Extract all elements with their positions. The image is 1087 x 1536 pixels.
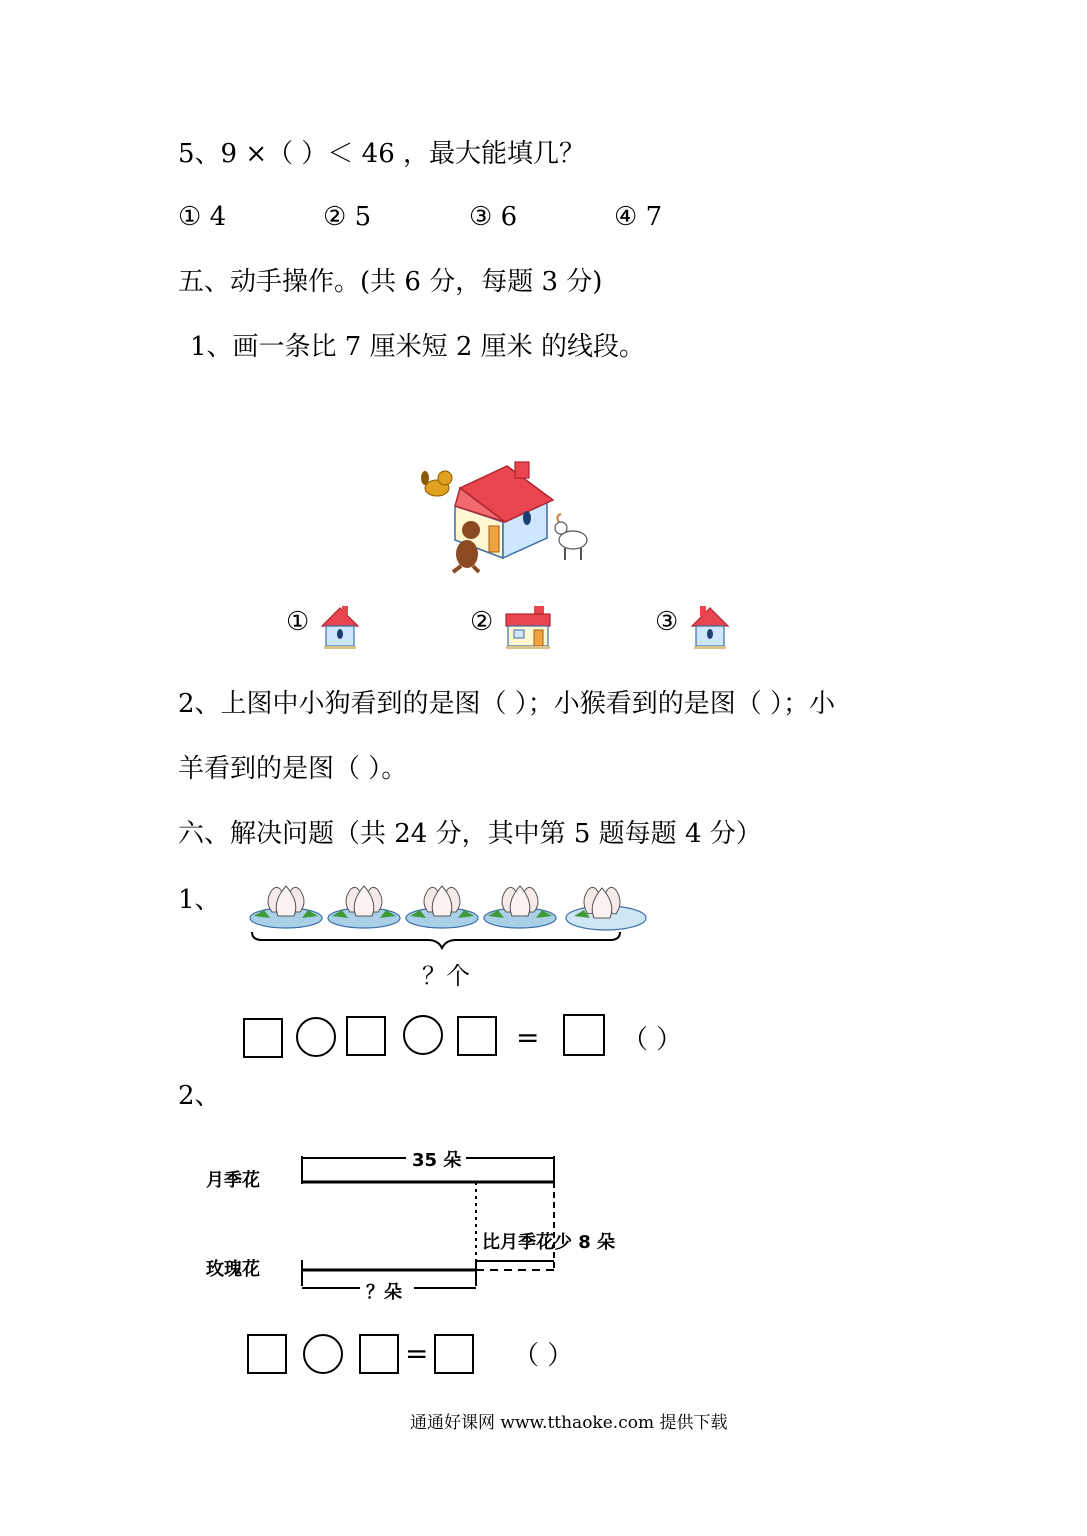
house-view-2-icon [504, 604, 552, 650]
p2-row1-label: 月季花 [206, 1170, 260, 1191]
p2-line-diagram [296, 1150, 566, 1300]
house-view-3-icon [690, 604, 730, 650]
p1-result-box[interactable] [563, 1014, 605, 1056]
p2-unknown-value: ？朵 [366, 1282, 402, 1303]
p2-diff-text: 比月季花少 8 朵 [482, 1232, 616, 1253]
p1-brace-label: ？个 [422, 962, 470, 990]
q5-option-2: ② 5 [323, 202, 372, 232]
q5-option-4: ④ 7 [614, 202, 663, 232]
section5-q2-line2: 羊看到的是图（ ）。 [178, 754, 408, 784]
p1-label: 1、 [178, 885, 221, 915]
p1-operator-circle-1[interactable] [296, 1017, 336, 1057]
p2-equals-sign: = [405, 1337, 429, 1370]
house-view-1-icon [320, 604, 360, 650]
q5-option-3: ③ 6 [469, 202, 518, 232]
section5-q1: 1、画一条比 7 厘米短 2 厘米 的线段。 [190, 332, 645, 362]
p2-unit-paren: （ ） [513, 1341, 574, 1371]
p1-operator-circle-2[interactable] [403, 1015, 443, 1055]
q5-text: 5、9 ×（ ）＜ 46 ，最大能填几？ [178, 139, 586, 169]
p1-equals-sign: = [516, 1021, 540, 1054]
p2-result-box[interactable] [434, 1334, 474, 1374]
p2-answer-box-2[interactable] [359, 1334, 399, 1374]
p2-top-value: 35 朵 [412, 1150, 462, 1171]
peach-plates-illustration [248, 876, 648, 946]
page-footer: 通通好课网 www.tthaoke.com 提供下载 [410, 1413, 728, 1433]
p2-answer-box-1[interactable] [247, 1334, 287, 1374]
q5-option-1: ① 4 [178, 202, 227, 232]
p1-unit-paren: （ ） [622, 1025, 683, 1055]
section6-title: 六、解决问题（共 24 分，其中第 5 题每题 4 分） [178, 819, 762, 849]
p1-answer-box-3[interactable] [457, 1016, 497, 1056]
p2-row2-label: 玫瑰花 [206, 1259, 260, 1280]
p1-answer-box-2[interactable] [346, 1016, 386, 1056]
house-option-2-label: ② [470, 607, 494, 637]
house-option-1-label: ① [286, 607, 310, 637]
house-scene-illustration [415, 458, 595, 578]
p2-label: 2、 [178, 1081, 221, 1111]
section5-q2-line1: 2、上图中小狗看到的是图（ ）；小猴看到的是图（ ）；小 [178, 689, 836, 719]
house-option-3-label: ③ [655, 607, 679, 637]
section5-title: 五、动手操作。(共 6 分，每题 3 分) [178, 267, 603, 297]
p1-answer-box-1[interactable] [243, 1018, 283, 1058]
p2-operator-circle[interactable] [303, 1334, 343, 1374]
